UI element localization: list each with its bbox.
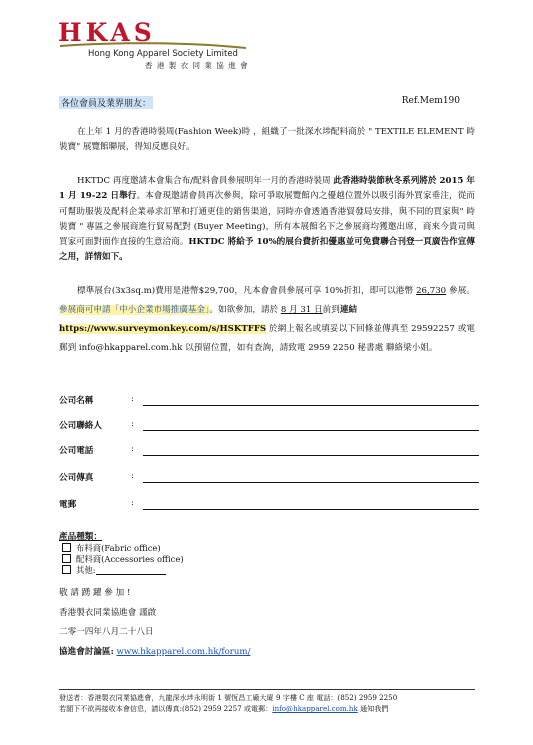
intro-paragraph: 在上年 1 月的香港時裝周(Fashion Week)時 ，組織了一批深水埗配料商於 " TEXTILE ELEMENT 時裝寶" 展覽館聯展，得知反應良好。 [59,127,475,153]
p2-event-dates: 此香港時裝節秋冬系列將於 2015 年 1 月 19-22 日舉行 [59,176,475,202]
letter-date: 二零一四年八月二十八日 [59,627,154,637]
contact-person-field[interactable] [143,430,479,431]
p3-text-b: 參展。 [446,286,475,296]
invite-text: 敬 請 踴 躍 參 加 ! [59,588,131,598]
category-label: 布料商(Fabric office) [76,543,161,553]
other-checkbox[interactable] [62,565,71,574]
p3-link-label: 連結 [339,305,358,315]
p3-text-d: 前到 [322,305,340,315]
salutation: 各位會員及業界朋友： [59,96,153,109]
survey-link[interactable]: https://www.surveymonkey.com/s/HSKTFFS [59,324,267,334]
forum-line [59,645,250,657]
invitation-paragraph [59,174,475,266]
signature-org: 香港製衣同業協進會 謹啟 [59,608,157,618]
form-row-phone[interactable] [59,444,479,458]
member-price: 26,730 [416,286,447,296]
other-category-field[interactable] [96,574,166,575]
category-other[interactable]: 其他: [62,564,166,576]
form-row-company-name[interactable] [59,394,479,408]
form-label: 公司聯絡人 [59,421,102,431]
footer-sender: 發送者：香港製衣同業協進會，九龍深水埗永明街 1 號恆昌工廠大廈 9 字樓 C 座 電話：(852) 2959 2250 [59,693,398,702]
sme-fund-note: 參展商可申請「中小企業市場推廣基金」 [59,305,210,315]
reference-number: Ref.Mem190 [401,96,460,106]
p2-text-c: 。本會現邀請會員再次參與，除可爭取展覽館內之優越位置外以吸引海外買家垂注，從而可幫助服裝及配料企業尋求訂單和打通更佳的銷售渠道，同時亦會透過香港貿發局安排，與不同的買家與" 時裝寶 " 專區之參展商進行貿易配對 (Buyer Meeting)，所有本展館名下之參展商均獲邀出席，商來今貴司與買家可面對面作直接的生意洽商。 [59,191,475,248]
form-label: 公司電話 [59,446,94,456]
form-label: 電郵 [59,500,77,510]
form-colon: : [131,498,134,508]
email-field[interactable] [143,509,479,510]
p3-text-f: 於網上報名或填妥以下回條並傳真至 29592257 或電郵到 info@hkapparel.com.hk 以預留位置，如有查詢，請致電 2959 2250 秘書處 聯絡梁小姐。 [59,324,475,353]
footer-divider [59,689,475,690]
product-category-title: 產品種類： [59,532,102,542]
p3-text-a: 標準展台(3x3sq.m)費用是港幣$29,700，凡本會會員參展可享 10%折扣，即可以港幣 [77,286,417,296]
p2-text-a: HKTDC 再度邀請本會集合布/配料會員參展明年一月的香港時裝周 [77,176,334,186]
fabric-checkbox[interactable] [62,543,71,552]
form-row-email[interactable] [59,498,479,512]
fax-field[interactable] [143,482,479,483]
forum-label: 協進會討論區: [59,647,114,657]
footer-text-end: 通知我們 [357,704,389,713]
footer-unsubscribe [59,704,489,714]
form-colon: : [131,471,134,481]
form-colon: : [131,394,134,404]
phone-field[interactable] [143,455,479,456]
forum-link[interactable]: www.hkapparel.com.hk/forum/ [116,647,251,657]
category-label: 其他 [76,565,93,575]
form-label: 公司名稱 [59,396,94,406]
deadline-date: 8 月 31 日 [280,305,323,315]
footer-text: 若閣下不欲再接收本會信息，請以傳真:(852) 2959 2257 或電郵： [59,704,273,713]
p3-text-c: 。如欲參加，請於 [209,305,281,315]
form-row-fax[interactable] [59,471,479,485]
accessories-checkbox[interactable] [62,554,71,563]
form-row-contact[interactable] [59,419,479,433]
p2-discount-note: HKTDC 將給予 10%的展台費折扣優惠並可免費聯合刊登一頁廣告作宣傳之用，詳情如下。 [59,237,475,263]
org-name-en: Hong Kong Apparel Society Limited [88,49,238,59]
form-colon: : [131,419,134,429]
form-label: 公司傳真 [59,473,94,483]
form-colon: : [131,444,134,454]
category-label: 配料商(Accessories office) [76,554,184,564]
fee-paragraph [59,282,475,358]
footer-email-link[interactable]: info@hkapparel.com.hk [272,704,358,713]
logo-text: HKAS [58,18,156,47]
org-name-zh: 香 港 製 衣 同 業 協 進 會 [145,61,249,70]
company-name-field[interactable] [143,405,479,406]
